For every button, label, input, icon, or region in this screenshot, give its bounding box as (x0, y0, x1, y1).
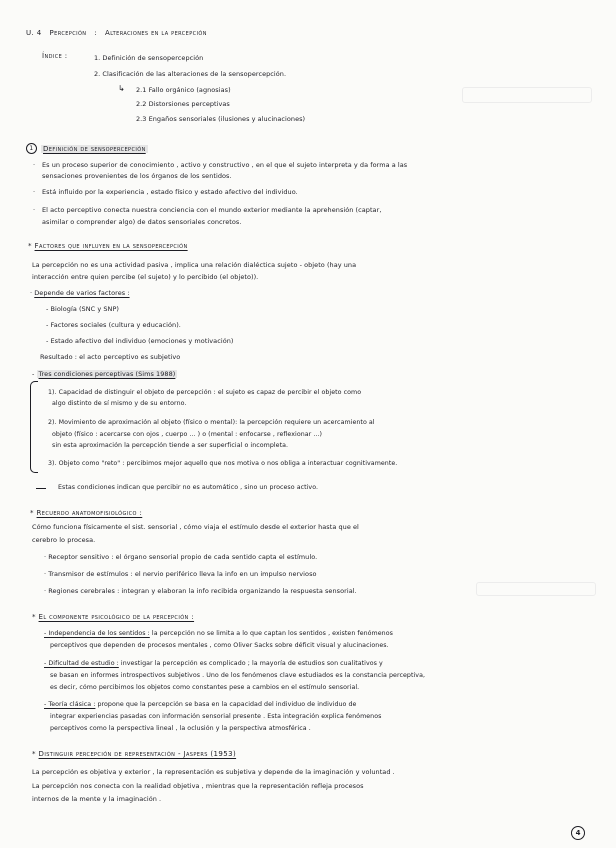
text-line: La percepción es objetiva y exterior , la representación es subjetiva y depende de la imaginación y voluntad . (32, 768, 395, 776)
section-title: Factores que influyen en la sensopercepción (34, 242, 188, 250)
show-through-mark (462, 87, 592, 103)
condition-line: algo distinto de sí mismo y de su entorno. (52, 400, 187, 407)
index-subitem: 2.1 Fallo orgánico (agnosias) (136, 86, 231, 94)
index-item: 2. Clasificación de las alteraciones de la sensopercepción. (94, 70, 287, 78)
star-icon: * (30, 509, 34, 517)
header-line (26, 29, 207, 37)
star-icon: * (28, 242, 32, 250)
section-heading (32, 750, 236, 758)
page-title: Percepción (49, 29, 87, 37)
section-title: El componente psicológico de la percepción : (38, 613, 195, 621)
text-line: Cómo funciona físicamente el sist. sensorial , cómo viaja el estímulo desde el exterior hasta que el (32, 523, 359, 531)
condition-line: 3). Objeto como "reto" : percibimos mejor aquello que nos motiva o nos obliga a interactuar cognitivamente. (48, 460, 398, 467)
result-line: Resultado : el acto perceptivo es subjetivo (40, 353, 181, 361)
text-line (44, 660, 383, 668)
subheading-label: Depende de varios factores : (34, 289, 130, 297)
index-subitem: 2.2 Distorsiones perceptivas (136, 100, 230, 108)
bracket-icon (30, 381, 38, 473)
bullet-icon: · (33, 206, 36, 214)
condition-line: 2). Movimiento de aproximación al objeto (físico o mental): la percepción requiere un acercamiento al (48, 419, 375, 426)
section-title: Definición de sensopercepción (43, 144, 146, 153)
title-colon: : (94, 29, 98, 37)
text-line: El acto perceptivo conecta nuestra conciencia con el mundo exterior mediante la aprehensión (captar, (42, 206, 382, 214)
condition-line: 1). Capacidad de distinguir el objeto de percepción : el sujeto es capaz de percibir el objeto como (48, 389, 362, 396)
section-number-icon: 1 (26, 143, 37, 154)
section-title: Recuerdo anatomofisiológico : (36, 509, 143, 517)
dot-icon: - (32, 370, 35, 378)
term-text: investigar la percepción es complicado ; la mayoría de estudios son cualitativos y (120, 660, 383, 667)
arrow-icon (36, 488, 46, 489)
conclusion-line: Estas condiciones indican que percibir no es automático , sino un proceso activo. (58, 484, 319, 491)
section-title: Distinguir percepción de representación - Jaspers (1953) (38, 750, 237, 758)
show-through-mark (476, 582, 596, 596)
unit-number: U. 4 (26, 29, 42, 37)
term-label: - Independencia de los sentidos : (44, 630, 150, 637)
list-item: - Factores sociales (cultura y educación). (46, 321, 181, 329)
term-text: propone que la percepción se basa en la capacidad del individuo de individuo de (97, 701, 357, 708)
text-line: perceptivos como la perspectiva lineal , la oclusión y la perspectiva atmosférica . (50, 725, 311, 732)
list-item: · Receptor sensitivo : el órgano sensorial propio de cada sentido capta el estímulo. (44, 553, 318, 561)
text-line: se basan en informes introspectivos subjetivos . Uno de los fenómenos clave estudiados es la constancia perceptiva, (50, 672, 426, 679)
section-heading (28, 242, 188, 250)
text-line: es decir, cómo percibimos los objetos como constantes pese a cambios en el estímulo sensorial. (50, 684, 360, 691)
text-line: La percepción no es una actividad pasiva , implica una relación dialéctica sujeto - objeto (hay una (32, 261, 357, 269)
text-line: Está influido por la experiencia , estado físico y estado afectivo del individuo. (42, 188, 298, 196)
text-line: asimilar o comprender algo) de datos sensoriales concretos. (42, 218, 242, 226)
text-line: Es un proceso superior de conocimiento , activo y constructivo , en el que el sujeto interpreta y da forma a las (42, 161, 408, 169)
condition-line: objeto (físico : acercarse con ojos , cuerpo ... ) o (mental : enfocarse , reflexionar ...) (52, 431, 323, 438)
subheading-label: Tres condiciones perceptivas (Sims 1988) (38, 370, 176, 378)
term-label: - Dificultad de estudio : (44, 660, 119, 667)
star-icon: * (32, 750, 36, 758)
term-label: - Teoría clásica : (44, 701, 96, 708)
index-item: 1. Definición de sensopercepción (94, 54, 204, 62)
text-line: La percepción nos conecta con la realidad objetiva , mientras que la representación refleja procesos (32, 782, 364, 790)
bullet-icon: · (33, 188, 36, 196)
section-heading (32, 613, 194, 621)
page-subtitle: Alteraciones en la percepción (105, 29, 207, 37)
text-line: interacción entre quien percibe (el sujeto) y lo percibido (el objeto)). (32, 273, 259, 281)
bullet-icon: · (33, 161, 36, 169)
list-item: - Biología (SNC y SNP) (46, 305, 120, 313)
list-item: · Transmisor de estímulos : el nervio periférico lleva la info en un impulso nervioso (44, 570, 317, 578)
star-icon: * (32, 613, 36, 621)
subheading (32, 370, 177, 378)
text-line: internos de la mente y la imaginación . (32, 795, 162, 803)
subheading (30, 289, 130, 297)
section-heading (26, 143, 148, 154)
section-heading (30, 509, 142, 517)
text-line: sensaciones provenientes de los órganos de los sentidos. (42, 172, 232, 180)
dot-icon: · (30, 289, 33, 297)
text-line: perceptivos que dependen de procesos mentales , como Oliver Sacks sobre déficit visual y alucinaciones. (50, 642, 389, 649)
text-line: integrar experiencias pasadas con información sensorial presente . Esta integración explica fenómenos (50, 713, 382, 720)
index-subitem: 2.3 Engaños sensoriales (ilusiones y alucinaciones) (136, 115, 306, 123)
condition-line: sin esta aproximación la percepción tiende a ser superficial o incompleta. (52, 442, 289, 449)
arrow-icon: ↳ (118, 84, 125, 93)
text-line (44, 701, 356, 709)
page-number: 4 (571, 826, 585, 840)
list-item: - Estado afectivo del individuo (emociones y motivación) (46, 337, 234, 345)
text-line (44, 630, 393, 638)
index-label: Índice : (42, 52, 68, 60)
list-item: · Regiones cerebrales : integran y elaboran la info recibida organizando la respuesta sensorial. (44, 587, 357, 595)
term-text: la percepción no se limita a lo que captan los sentidos , existen fenómenos (151, 630, 393, 637)
text-line: cerebro lo procesa. (32, 536, 96, 544)
